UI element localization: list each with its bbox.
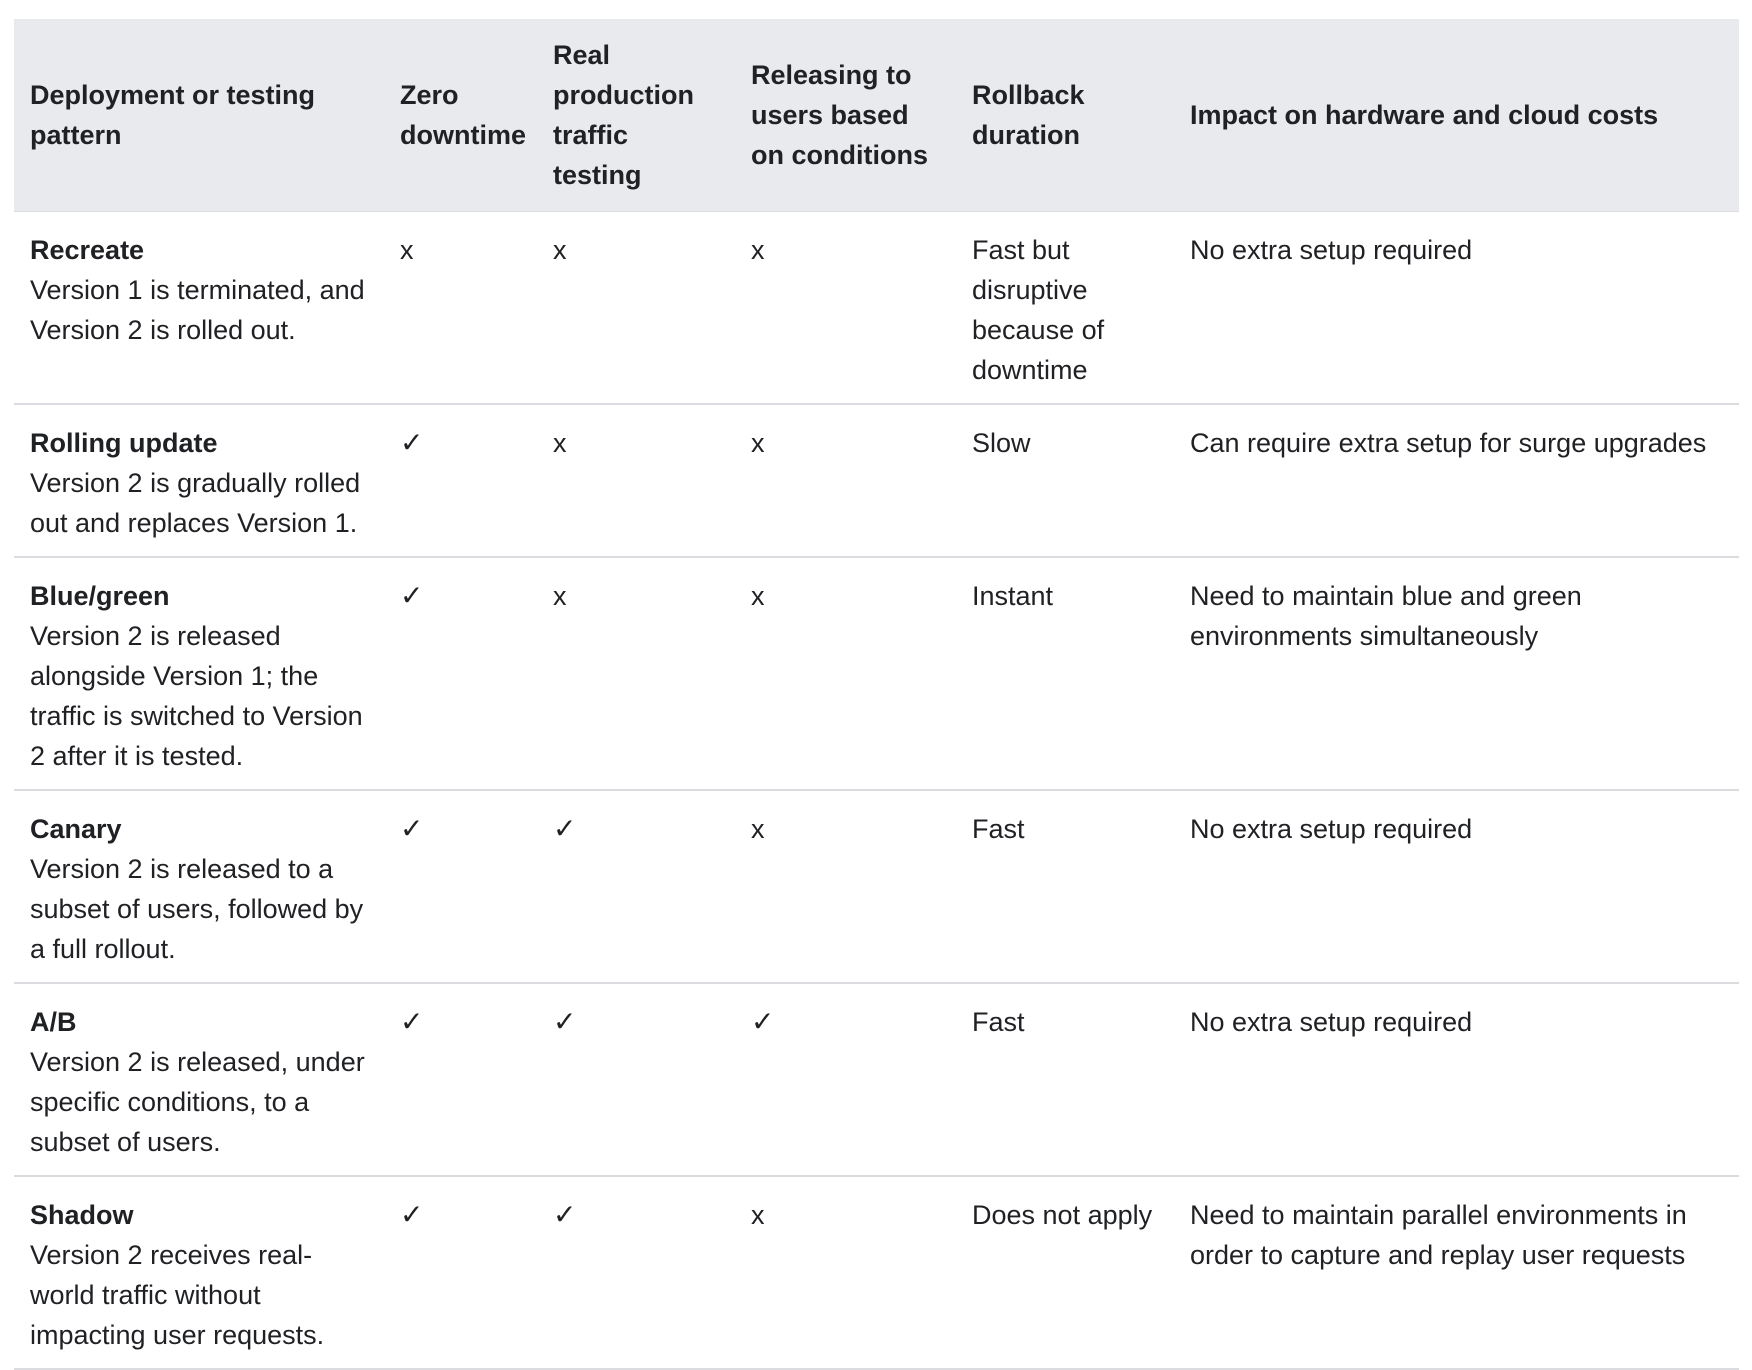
cost-impact-cell: No extra setup required: [1174, 790, 1739, 983]
column-header-zero-downtime: Zero downtime: [384, 19, 537, 212]
column-header-rollback: Rollback duration: [956, 19, 1174, 212]
rollback-cell: Fast: [956, 983, 1174, 1176]
pattern-description: Version 2 is released to a subset of users, followed by a full rollout.: [30, 854, 364, 964]
table-row: [14, 1176, 1739, 1369]
conditional-release-mark: x: [751, 581, 765, 611]
real-traffic-mark: ✓: [553, 1198, 577, 1231]
pattern-cell: [14, 1176, 384, 1369]
zero-downtime-mark: x: [400, 235, 414, 265]
comparison-table-container: [14, 19, 1739, 1370]
real-traffic-cell: [537, 1176, 735, 1369]
real-traffic-mark: x: [553, 428, 567, 458]
conditional-release-cell: [735, 790, 956, 983]
zero-downtime-mark: ✓: [400, 812, 424, 845]
rollback-cell: Fast: [956, 790, 1174, 983]
pattern-cell: [14, 404, 384, 557]
table-row: [14, 983, 1739, 1176]
cost-impact-cell: No extra setup required: [1174, 212, 1739, 405]
pattern-name: Rolling update: [30, 428, 218, 458]
pattern-description: Version 1 is terminated, and Version 2 is rolled out.: [30, 275, 365, 345]
zero-downtime-cell: [384, 212, 537, 405]
pattern-description: Version 2 receives real-world traffic without impacting user requests.: [30, 1240, 325, 1350]
pattern-description: Version 2 is released alongside Version 1; the traffic is switched to Version 2 after it is tested.: [30, 621, 363, 771]
table-row: [14, 404, 1739, 557]
pattern-name: Shadow: [30, 1200, 134, 1230]
real-traffic-mark: ✓: [553, 1005, 577, 1038]
real-traffic-cell: [537, 557, 735, 790]
table-row: [14, 212, 1739, 405]
zero-downtime-mark: ✓: [400, 579, 424, 612]
zero-downtime-cell: [384, 404, 537, 557]
pattern-cell: [14, 557, 384, 790]
pattern-description: Version 2 is gradually rolled out and replaces Version 1.: [30, 468, 361, 538]
zero-downtime-cell: [384, 983, 537, 1176]
pattern-name: Canary: [30, 814, 122, 844]
conditional-release-cell: [735, 983, 956, 1176]
column-header-real-traffic: Real production traffic testing: [537, 19, 735, 212]
conditional-release-mark: ✓: [751, 1005, 775, 1038]
rollback-cell: Does not apply: [956, 1176, 1174, 1369]
real-traffic-cell: [537, 212, 735, 405]
zero-downtime-mark: ✓: [400, 1198, 424, 1231]
rollback-cell: Instant: [956, 557, 1174, 790]
cost-impact-cell: Need to maintain parallel environments in order to capture and replay user requests: [1174, 1176, 1739, 1369]
conditional-release-mark: x: [751, 1200, 765, 1230]
real-traffic-cell: [537, 790, 735, 983]
real-traffic-mark: ✓: [553, 812, 577, 845]
pattern-cell: [14, 212, 384, 405]
cost-impact-cell: Can require extra setup for surge upgrades: [1174, 404, 1739, 557]
column-header-cost-impact: Impact on hardware and cloud costs: [1174, 19, 1739, 212]
real-traffic-mark: x: [553, 581, 567, 611]
conditional-release-cell: [735, 1176, 956, 1369]
deployment-patterns-table: [14, 19, 1739, 1370]
pattern-description: Version 2 is released, under specific conditions, to a subset of users.: [30, 1047, 365, 1157]
rollback-cell: Slow: [956, 404, 1174, 557]
pattern-name: A/B: [30, 1007, 77, 1037]
real-traffic-cell: [537, 983, 735, 1176]
pattern-name: Recreate: [30, 235, 145, 265]
real-traffic-cell: [537, 404, 735, 557]
conditional-release-cell: [735, 404, 956, 557]
zero-downtime-cell: [384, 557, 537, 790]
real-traffic-mark: x: [553, 235, 567, 265]
conditional-release-cell: [735, 212, 956, 405]
zero-downtime-mark: ✓: [400, 426, 424, 459]
column-header-pattern: Deployment or testing pattern: [14, 19, 384, 212]
conditional-release-mark: x: [751, 814, 765, 844]
pattern-name: Blue/green: [30, 581, 170, 611]
table-header-row: [14, 19, 1739, 212]
conditional-release-cell: [735, 557, 956, 790]
zero-downtime-mark: ✓: [400, 1005, 424, 1038]
zero-downtime-cell: [384, 1176, 537, 1369]
table-row: [14, 790, 1739, 983]
table-row: [14, 557, 1739, 790]
conditional-release-mark: x: [751, 428, 765, 458]
rollback-cell: Fast but disruptive because of downtime: [956, 212, 1174, 405]
column-header-conditional-release: Releasing to users based on conditions: [735, 19, 956, 212]
zero-downtime-cell: [384, 790, 537, 983]
pattern-cell: [14, 983, 384, 1176]
conditional-release-mark: x: [751, 235, 765, 265]
cost-impact-cell: No extra setup required: [1174, 983, 1739, 1176]
cost-impact-cell: Need to maintain blue and green environments simultaneously: [1174, 557, 1739, 790]
pattern-cell: [14, 790, 384, 983]
